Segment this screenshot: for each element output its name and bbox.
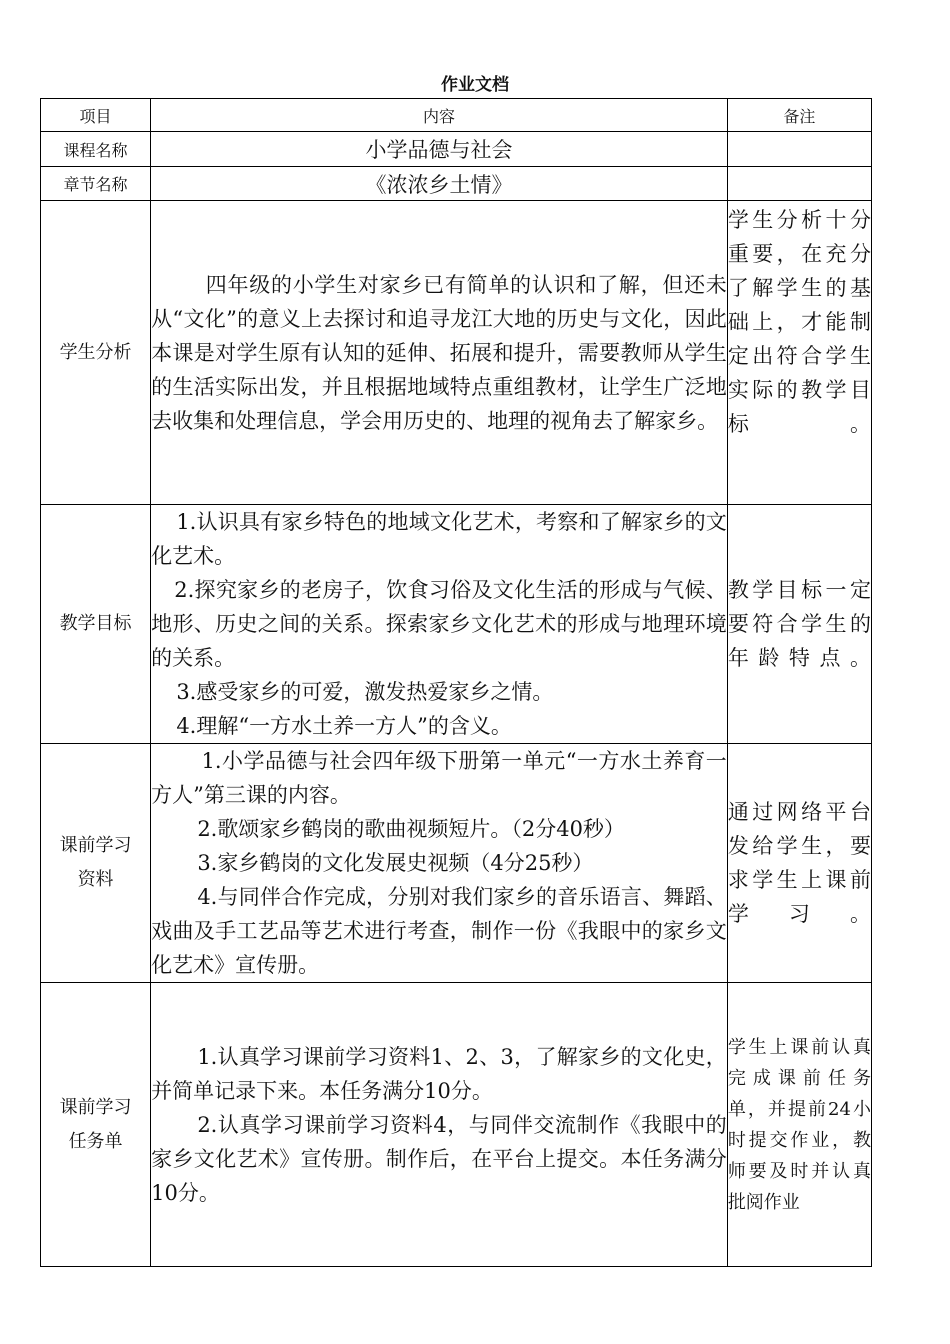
course-note [727, 132, 871, 167]
homework-table [40, 98, 872, 1267]
course-label: 课程名称 [41, 132, 151, 167]
chapter-value: 《浓浓乡土情》 [151, 167, 728, 201]
teaching-goal-item: 2.探究家乡的老房子，饮食习俗及文化生活的形成与气候、地形、历史之间的关系。探索家乡文化艺术的形成与地理环境的关系。 [151, 578, 727, 670]
preclass-materials-row [41, 744, 872, 983]
preclass-materials-label [41, 744, 151, 983]
preclass-tasks-note: 学生上课前认真完成课前任务单，并提前24小时提交作业，教师要及时并认真批阅作业 [727, 983, 871, 1267]
teaching-goals-row [41, 505, 872, 744]
task-item: 1.认真学习课前学习资料1、2、3，了解家乡的文化史，并简单记录下来。本任务满分10分。 [151, 1044, 727, 1103]
material-item: 3.家乡鹤岗的文化发展史视频（4分25秒） [197, 851, 594, 875]
course-value: 小学品德与社会 [151, 132, 728, 167]
header-item: 项目 [41, 99, 151, 132]
teaching-goals-content [151, 505, 728, 744]
header-row [41, 99, 872, 132]
student-analysis-row [41, 201, 872, 505]
preclass-tasks-label-text: 课前学习任务单 [59, 1096, 132, 1152]
student-analysis-content [151, 201, 728, 505]
document-title: 作业文档 [441, 75, 509, 95]
preclass-materials-note: 通过网络平台发给学生，要求学生上课前学习。 [727, 744, 871, 983]
header-content: 内容 [151, 99, 728, 132]
material-item: 2.歌颂家乡鹤岗的歌曲视频短片。（2分40秒） [197, 817, 625, 841]
preclass-materials-content [151, 744, 728, 983]
course-row [41, 132, 872, 167]
preclass-materials-label-text: 课前学习资料 [59, 835, 132, 890]
chapter-row [41, 167, 872, 201]
chapter-label: 章节名称 [41, 167, 151, 201]
preclass-tasks-label [41, 983, 151, 1267]
preclass-tasks-row [41, 983, 872, 1267]
teaching-goals-label: 教学目标 [41, 505, 151, 744]
teaching-goal-item: 3.感受家乡的可爱，激发热爱家乡之情。 [176, 680, 554, 704]
student-analysis-note: 学生分析十分重要，在充分了解学生的基础上，才能制定出符合学生实际的教学目标。 [727, 201, 871, 505]
material-item: 1.小学品德与社会四年级下册第一单元“一方水土养育一方人”第三课的内容。 [151, 749, 727, 807]
teaching-goals-note: 教学目标一定要符合学生的年龄特点。 [727, 505, 871, 744]
teaching-goal-item: 1.认识具有家乡特色的地域文化艺术，考察和了解家乡的文化艺术。 [151, 510, 727, 568]
preclass-tasks-content [151, 983, 728, 1267]
student-analysis-text: 四年级的小学生对家乡已有简单的认识和了解，但还未从“文化”的意义上去探讨和追寻龙江大地的历史与文化，因此本课是对学生原有认知的延伸、拓展和提升，需要教师从学生的生活实际出发，并且根据地域特点重组教材，让学生广泛地去收集和处理信息，学会用历史的、地理的视角去了解家乡。 [151, 272, 727, 433]
teaching-goal-item: 4.理解“一方水土养一方人”的含义。 [176, 714, 512, 738]
material-item: 4.与同伴合作完成，分别对我们家乡的音乐语言、舞蹈、戏曲及手工艺品等艺术进行考查，制作一份《我眼中的家乡文化艺术》宣传册。 [151, 885, 727, 977]
header-note: 备注 [727, 99, 871, 132]
student-analysis-label: 学生分析 [41, 201, 151, 505]
task-item: 2.认真学习课前学习资料4，与同伴交流制作《我眼中的家乡文化艺术》宣传册。制作后，在平台上提交。本任务满分10分。 [151, 1112, 727, 1205]
chapter-note [727, 167, 871, 201]
